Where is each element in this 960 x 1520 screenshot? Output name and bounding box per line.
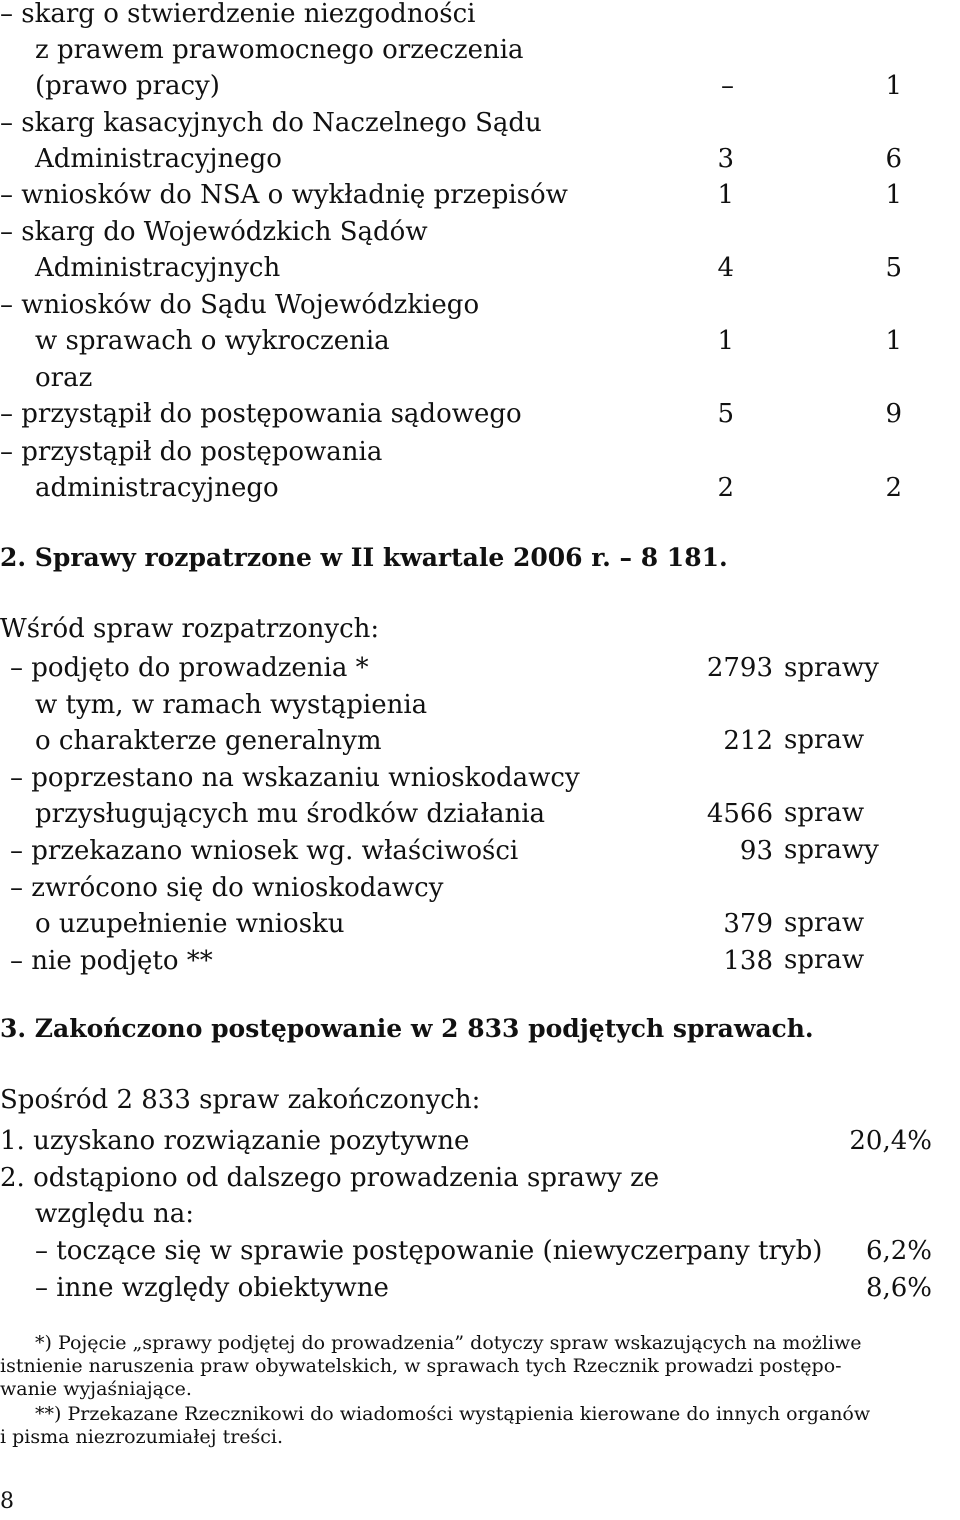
case-count: 93	[739, 836, 773, 866]
page-number: 8	[0, 1489, 14, 1514]
case-unit: spraw	[784, 725, 865, 755]
count-col-b: 6	[885, 144, 902, 174]
count-col-b: 1	[885, 180, 902, 210]
footnote-line: i pisma niezrozumiałej treści.	[0, 1426, 284, 1448]
count-col-b: 1	[885, 71, 902, 101]
case-row-label	[10, 870, 443, 942]
case-row-label: – podjęto do prowadzenia *	[10, 653, 369, 683]
case-unit: spraw	[784, 945, 865, 975]
outcome-line: 2. odstąpiono od dalszego prowadzenia sprawy ze	[0, 1163, 660, 1193]
complaint-line: – wniosków do Sądu Wojewódzkiego	[0, 290, 480, 320]
case-row-label: – przekazano wniosek wg. właściwości	[10, 836, 519, 866]
outcome-label: 1. uzyskano rozwiązanie pozytywne	[0, 1126, 470, 1156]
complaint-line: w sprawach o wykroczenia	[35, 326, 390, 356]
count-col-a: 2	[717, 473, 734, 503]
case-unit: spraw	[784, 908, 865, 938]
case-row-label: – nie podjęto **	[10, 946, 213, 976]
case-line: o uzupełnienie wniosku	[35, 909, 345, 939]
complaint-line: z prawem prawomocnego orzeczenia	[35, 35, 524, 65]
complaint-row	[0, 0, 524, 104]
count-col-a: 5	[717, 399, 734, 429]
complaint-line: – skarg kasacyjnych do Naczelnego Sądu	[0, 108, 542, 138]
case-line: o charakterze generalnym	[35, 726, 382, 756]
complaint-row	[0, 434, 382, 506]
complaint-row	[0, 214, 428, 286]
case-count: 2793	[706, 653, 773, 683]
outcome-percent: 20,4%	[849, 1126, 932, 1156]
complaint-line: Administracyjnego	[35, 144, 282, 174]
case-row-label	[10, 760, 580, 832]
complaint-row	[0, 177, 568, 213]
case-line: przysługujących mu środków działania	[35, 799, 546, 829]
complaint-line: – skarg o stwierdzenie niezgodności	[0, 0, 476, 29]
complaint-row	[0, 396, 522, 432]
complaint-line: – przystąpił do postępowania	[0, 437, 383, 467]
count-col-a: 4	[717, 253, 734, 283]
outcome-percent: 6,2%	[865, 1236, 932, 1266]
count-col-b: 2	[885, 473, 902, 503]
complaint-line: administracyjnego	[35, 473, 279, 503]
connector-text: oraz	[35, 363, 93, 393]
count-col-b: 1	[885, 326, 902, 356]
section-intro: Wśród spraw rozpatrzonych:	[0, 614, 380, 644]
outcome-percent: 8,6%	[865, 1273, 932, 1303]
case-unit: sprawy	[784, 653, 879, 683]
case-row-label	[35, 687, 427, 759]
complaint-line: – skarg do Wojewódzkich Sądów	[0, 217, 428, 247]
section-heading: 2. Sprawy rozpatrzone w II kwartale 2006 r. – 8 181.	[0, 543, 728, 572]
outcome-line: względu na:	[35, 1199, 194, 1229]
case-line: – zwrócono się do wnioskodawcy	[10, 873, 444, 903]
footnote	[0, 1332, 862, 1401]
footnote-line: *) Pojęcie „sprawy podjętej do prowadzenia” dotyczy spraw wskazujących na możliwe	[35, 1332, 862, 1354]
complaint-line: – wniosków do NSA o wykładnię przepisów	[0, 180, 568, 210]
case-count: 212	[723, 726, 773, 756]
case-line: w tym, w ramach wystąpienia	[35, 690, 428, 720]
count-col-a: 1	[717, 326, 734, 356]
complaint-line: – przystąpił do postępowania sądowego	[0, 399, 522, 429]
section-heading: 3. Zakończono postępowanie w 2 833 podjętych sprawach.	[0, 1014, 814, 1043]
count-col-b: 5	[885, 253, 902, 283]
case-count: 138	[723, 946, 773, 976]
case-line: – poprzestano na wskazaniu wnioskodawcy	[10, 763, 580, 793]
complaint-row	[0, 105, 542, 177]
footnote	[0, 1403, 870, 1449]
complaint-row	[0, 287, 479, 359]
case-unit: spraw	[784, 798, 865, 828]
footnote-line: wanie wyjaśniające.	[0, 1378, 192, 1400]
count-col-a: 1	[717, 180, 734, 210]
footnote-line: istnienie naruszenia praw obywatelskich, w sprawach tych Rzecznik prowadzi postępo-	[0, 1355, 842, 1377]
case-unit: sprawy	[784, 835, 879, 865]
footnote-line: **) Przekazane Rzecznikowi do wiadomości wystąpienia kierowane do innych organów	[35, 1403, 871, 1425]
outcome-label	[0, 1160, 659, 1232]
case-count: 4566	[706, 799, 773, 829]
count-col-b: 9	[885, 399, 902, 429]
outcome-sub-label: – toczące się w sprawie postępowanie (niewyczerpany tryb)	[35, 1236, 823, 1266]
outcome-sub-label: – inne względy obiektywne	[35, 1273, 389, 1303]
section-intro: Spośród 2 833 spraw zakończonych:	[0, 1085, 481, 1115]
complaint-line: Administracyjnych	[35, 253, 281, 283]
complaint-line: (prawo pracy)	[35, 71, 220, 101]
case-count: 379	[723, 909, 773, 939]
count-col-a: –	[721, 71, 734, 101]
count-col-a: 3	[717, 144, 734, 174]
